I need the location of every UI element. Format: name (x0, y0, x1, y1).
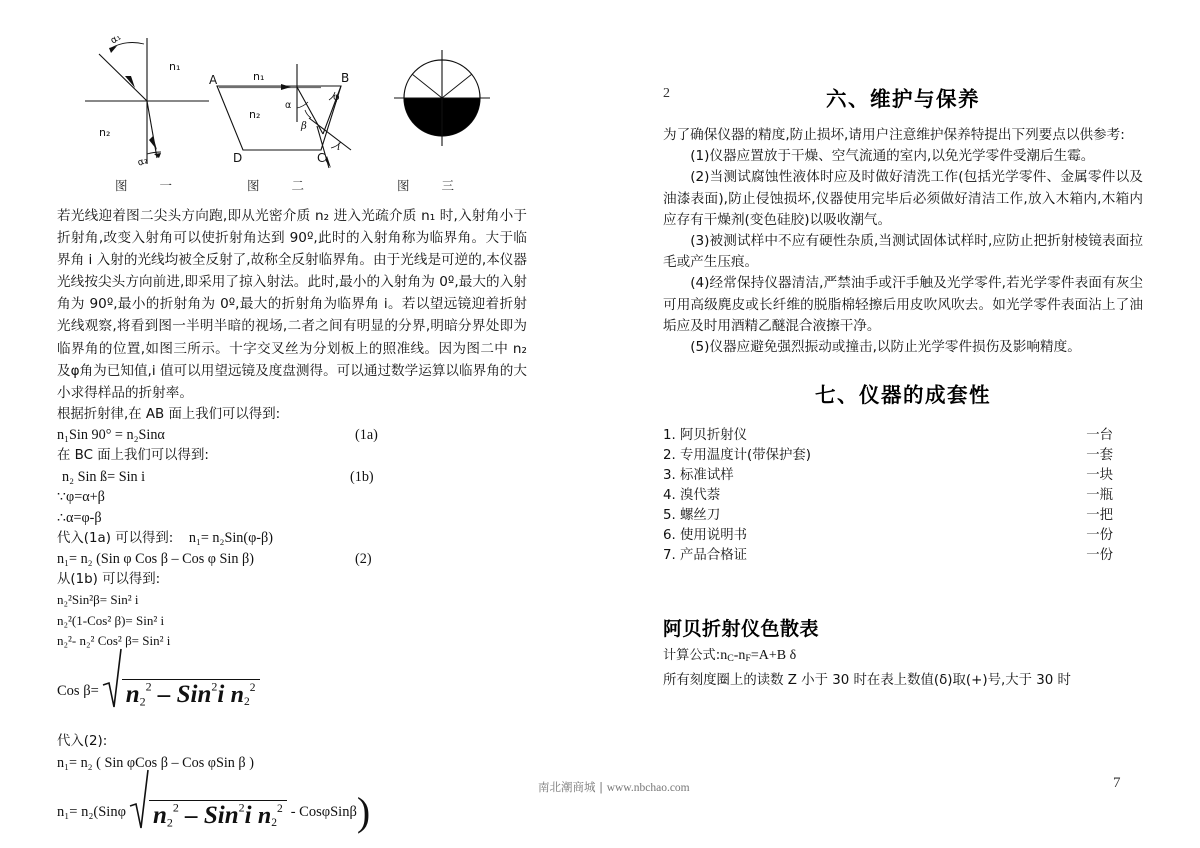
derivation-intro-5: 代入(2): (57, 733, 108, 749)
kit-contents-list (663, 426, 1143, 566)
equation-1b-tag: (1b) (350, 468, 374, 485)
figure-two-caption: 图 二 (247, 178, 318, 193)
final-equation-tail: - CosφSinβ (290, 803, 357, 820)
figures-row (57, 26, 527, 176)
closing-paren: ) (356, 789, 371, 835)
final-equation-lead: n₁= n₂(Sinφ (57, 803, 126, 820)
svg-text:D: D (233, 151, 243, 165)
list-item (663, 426, 1143, 446)
cos-beta-label: Cos β= (57, 682, 99, 699)
equation-1a-row (57, 425, 527, 446)
svg-text:φ: φ (333, 92, 340, 103)
section-seven-heading: 七、仪器的成套性 (815, 383, 991, 408)
kit-item-qty: 一份 (1086, 528, 1113, 544)
figure-two-diagram (205, 26, 377, 176)
kit-item-qty: 一块 (1086, 468, 1113, 484)
kit-item-qty: 一台 (1086, 428, 1113, 444)
maintenance-item-5: (5)仪器应避免强烈振动或撞击,以防止光学零件损伤及影响精度。 (690, 339, 1081, 356)
list-item (663, 466, 1143, 486)
top-page-marker: 2 (663, 86, 670, 101)
svg-text:n₂: n₂ (99, 126, 111, 139)
kit-item-name: 7. 产品合格证 (663, 548, 747, 564)
right-column (663, 82, 1143, 691)
dispersion-note: 所有刻度圈上的读数 Z 小于 30 时在表上数值(δ)取(+)号,大于 30 时 (663, 673, 1071, 689)
final-radical-fraction (149, 800, 287, 830)
equation-1b: n₂ Sin ß= Sin i (62, 468, 146, 485)
list-item (663, 486, 1143, 506)
dispersion-formula-label: 计算公式: (663, 648, 721, 664)
equation-square-2: n₂²(1-Cos² β)= Sin² i (57, 612, 165, 628)
kit-item-name: 6. 使用说明书 (663, 528, 747, 544)
page-footer (0, 775, 1200, 803)
equation-because: ∵φ=α+β (57, 489, 105, 506)
substitute-1a-row (57, 528, 527, 549)
svg-text:n₂: n₂ (249, 108, 261, 121)
footer-url[interactable]: www.nbchao.com (606, 782, 690, 794)
svg-text:α: α (285, 100, 292, 111)
list-item (663, 526, 1143, 546)
dispersion-table-title: 阿贝折射仪色散表 (663, 618, 820, 641)
kit-item-name: 2. 专用温度计(带保护套) (663, 448, 812, 464)
maintenance-item-1: (1)仪器应置放于干燥、空气流通的室内,以免光学零件受潮后生霉。 (690, 148, 1095, 165)
equation-1a-tag: (1a) (355, 427, 378, 444)
radical-denominator: $n_2^2$ (230, 681, 256, 708)
figure-three-caption: 图 三 (397, 178, 468, 193)
radical-numerator: $n_2^2 - Sin^2i$ (125, 679, 225, 708)
kit-item-qty: 一把 (1086, 508, 1113, 524)
equation-square-1: n₂²Sin²β= Sin² i (57, 592, 139, 608)
figure-one-caption: 图 一 (115, 178, 186, 193)
section-six-intro: 为了确保仪器的精度,防止损坏,请用户注意维护保养特提出下列要点以供参考: (663, 127, 1125, 143)
kit-item-name: 4. 溴代萘 (663, 488, 721, 504)
svg-text:C: C (317, 151, 326, 165)
final-radical-numerator: $n_2^2 - Sin^2i$ (152, 800, 252, 830)
final-radical-denominator: $n_2^2$ (257, 802, 283, 830)
list-item (663, 546, 1143, 566)
kit-item-qty: 一份 (1086, 548, 1113, 564)
maintenance-item-2: (2)当测试腐蚀性液体时应及时做好清洗工作(包括光学零件、金属零件以及油漆表面),防止侵蚀损坏,仪器使用完毕后必须做好清洁工作,放入木箱内,木箱内应存有干燥剂(变色硅胶)以吸收潮气。 (663, 169, 1143, 228)
radical-fraction (122, 679, 260, 709)
svg-text:B: B (341, 71, 350, 85)
svg-text:β: β (301, 121, 307, 132)
radical-sign-icon (102, 673, 122, 709)
equation-2-row (57, 549, 527, 570)
equation-therefore: ∴α=φ-β (57, 509, 102, 526)
maintenance-item-4: (4)经常保持仪器清洁,严禁油手或汗手触及光学零件,若光学零件表面有灰尘可用高级麂皮或长纤维的脱脂棉轻擦后用皮吹风吹去。如光学零件表面沾上了油垢应及时用酒精乙醚混合液擦干净。 (663, 275, 1143, 334)
figure-one-diagram (77, 26, 217, 176)
derivation-intro-2: 在 BC 面上我们可以得到: (57, 448, 209, 464)
list-item (663, 446, 1143, 466)
substitute-1a-equation: n₁= n₂Sin(φ-β) (188, 530, 273, 547)
equation-2-tag: (2) (355, 551, 372, 567)
section-seven (663, 378, 1143, 566)
derivation-intro-4: 从(1b) 可以得到: (57, 571, 161, 587)
substitute-1a-label: 代入(1a) 可以得到: (57, 531, 174, 547)
dispersion-formula-row (663, 646, 1143, 669)
figure-three-diagram (382, 26, 502, 176)
figure-captions (57, 176, 527, 198)
svg-text:A: A (209, 73, 218, 87)
kit-item-name: 1. 阿贝折射仪 (663, 428, 747, 444)
kit-item-qty: 一套 (1086, 448, 1113, 464)
equation-1a: n₁Sin 90° = n₂Sinα (57, 427, 165, 444)
equation-final-expanded: n₁= n₂ ( Sin φCos β – Cos φSin β ) (57, 754, 254, 771)
svg-text:α₁: α₁ (108, 31, 124, 47)
kit-item-qty: 一瓶 (1086, 488, 1113, 504)
equation-2: n₁= n₂ (Sin φ Cos β – Cos φ Sin β) (57, 551, 254, 567)
derivation-intro-1: 根据折射律,在 AB 面上我们可以得到: (57, 406, 281, 422)
svg-text:n₁: n₁ (169, 60, 181, 73)
footer-separator: | (599, 780, 604, 794)
kit-item-name: 3. 标准试样 (663, 468, 734, 484)
left-body-paragraph: 若光线迎着图二尖头方向跑,即从光密介质 n₂ 进入光疏介质 n₁ 时,入射角小于折射角,改变入射角可以使折射角达到 90º,此时的入射角称为临界角。大于临界角 i 入射的光线均被全反射了,故称全反射临界角。由于光线是可逆的,本仪器光线按尖头方向前进,即采用了掠入射法。此时,最小的入射角为 0º,最大的入射角为 90º,最小的折射角为 0º,最大的折射角为临界角 i。若以望远镜迎着折射光线观察,将看到图一半明半暗的视场,二者之间有明显的分界,明暗分界处即为临界角的位置,如图三所示。十字交叉丝为分划板上的照准线。因为图二中 n₂ 及φ角为已知值,i 值可以用望远镜及度盘测得。可以通过数学运算以临界角的大小求得样品的折射率。 (57, 208, 527, 401)
svg-text:α₂: α₂ (136, 154, 150, 169)
cos-beta-radical-equation (57, 654, 527, 728)
section-six-heading: 六、维护与保养 (826, 87, 980, 111)
svg-text:n₁: n₁ (253, 70, 265, 83)
equation-square-3: n₂²- n₂² Cos² β= Sin² i (57, 633, 171, 649)
radical-expression (102, 673, 260, 709)
kit-item-name: 5. 螺丝刀 (663, 508, 721, 524)
dispersion-table-section (663, 614, 1143, 691)
list-item (663, 506, 1143, 526)
svg-text:i: i (337, 142, 341, 153)
left-column (57, 26, 527, 848)
footer-brand-name: 南北潮商城 (538, 780, 596, 794)
footer-brand (538, 779, 690, 795)
dispersion-formula: $n_C-n_F=A+B$ δ (720, 648, 797, 665)
footer-page-number: 7 (1113, 775, 1121, 791)
maintenance-item-3: (3)被测试样中不应有硬性杂质,当测试固体试样时,应防止把折射棱镜表面拉毛或产生压痕。 (663, 233, 1143, 271)
equation-1b-row (57, 467, 527, 488)
